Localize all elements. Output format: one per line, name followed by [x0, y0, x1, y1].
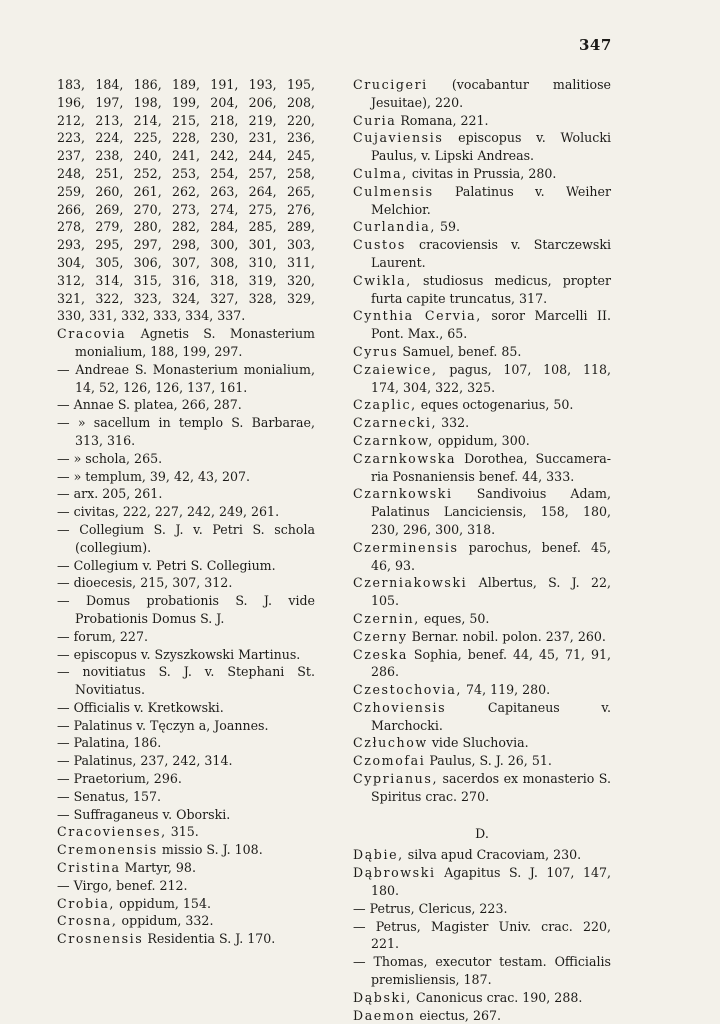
section-heading: D.	[475, 825, 489, 841]
index-entry	[353, 918, 611, 954]
entry-text: Paulus, S. J. 26, 51.	[429, 753, 552, 769]
entry-text: Dorothea, Succameraria Posnaniensis benef. 44, 333.	[371, 450, 611, 484]
number-line: 330, 331, 332, 333, 334, 337.	[57, 308, 246, 324]
index-entry	[57, 717, 315, 735]
entry-text: — Palatinus v. Tęczyn a, Joannes.	[57, 717, 269, 733]
entry-text: Sandivoius Adam, Palatinus Lanciciensis, 158, 180, 230, 296, 300, 318.	[371, 486, 611, 537]
entry-text: — Thomas, executor testam. Officialis premisliensis, 187.	[353, 954, 611, 988]
entry-headword: Czarnkow,	[353, 432, 434, 448]
entry-text: episcopus v. Wolucki Paulus, v. Lipski Andreas.	[371, 130, 611, 164]
entry-headword: Czarnkowska	[353, 450, 457, 466]
entry-text: — » schola, 265.	[57, 450, 163, 466]
number-line: 293, 295, 297, 298, 300, 301, 303,	[57, 237, 315, 253]
entry-text: (vocabantur malitiose Jesuitae), 220.	[371, 77, 611, 110]
entry-headword: Crosna,	[57, 913, 118, 929]
entry-text: — » templum, 39, 42, 43, 207.	[57, 468, 251, 484]
entry-text: — » sacellum in templo S. Barbarae, 313, 316.	[57, 415, 315, 448]
right-column	[353, 76, 611, 1024]
index-entry	[57, 468, 315, 486]
index-entry	[353, 752, 611, 770]
number-line: 237, 238, 240, 241, 242, 244, 245,	[57, 148, 315, 164]
index-entry	[57, 396, 315, 414]
index-entry	[57, 646, 315, 664]
entry-text: — arx. 205, 261.	[57, 486, 163, 502]
number-block	[57, 76, 315, 325]
index-entry	[353, 681, 611, 699]
number-line: 248, 251, 252, 253, 254, 257, 258,	[57, 165, 315, 181]
index-entry	[57, 877, 315, 895]
entry-text: Martyr, 98.	[124, 860, 196, 876]
entry-headword: Czhoviensis	[353, 699, 447, 715]
index-entry	[57, 325, 315, 361]
index-entry	[353, 864, 611, 900]
entry-text: silva apud Cracoviam, 230.	[407, 847, 582, 863]
entry-text: — Officialis v. Kretkowski.	[57, 699, 224, 715]
entry-headword: Czaplic,	[353, 397, 417, 413]
index-entry	[57, 503, 315, 521]
entry-headword: Czarnkowski	[353, 486, 453, 502]
index-entry	[57, 557, 315, 575]
entry-headword: Curlandia,	[353, 219, 437, 235]
index-entry	[353, 307, 611, 343]
entry-headword: Dąbski,	[353, 989, 412, 1005]
entry-text: — civitas, 222, 227, 242, 249, 261.	[57, 504, 280, 520]
number-line: 259, 260, 261, 262, 263, 264, 265,	[57, 183, 315, 199]
entry-headword: Cujaviensis	[353, 130, 444, 146]
index-entry	[57, 841, 315, 859]
entry-headword: Crucigeri	[353, 77, 428, 92]
entry-headword: Cremonensis	[57, 842, 158, 858]
entry-text: eques octogenarius, 50.	[420, 397, 574, 413]
entry-headword: Cwikla,	[353, 272, 412, 288]
entry-text: 59.	[440, 219, 461, 235]
index-entry	[57, 859, 315, 877]
index-entry	[353, 770, 611, 806]
entry-headword: Człuchow	[353, 735, 428, 751]
index-entry	[353, 699, 611, 735]
entry-text: — Palatina, 186.	[57, 735, 162, 751]
index-entry	[353, 846, 611, 864]
index-entry	[57, 930, 315, 948]
index-entry	[353, 76, 611, 112]
entry-text: — Senatus, 157.	[57, 788, 161, 804]
entry-text: Agnetis S. Monasterium monialium, 188, 199, 297.	[75, 326, 315, 359]
entry-headword: Curia	[353, 112, 397, 128]
entry-text: cracoviensis v. Starczewski Laurent.	[371, 237, 611, 270]
entry-text: Samuel, benef. 85.	[402, 343, 522, 359]
index-entry	[353, 165, 611, 183]
entry-text: — Petrus, Clericus, 223.	[353, 900, 508, 916]
entry-text: parochus, benef. 45, 46, 93.	[371, 539, 611, 573]
index-entry	[57, 699, 315, 717]
number-line: 223, 224, 225, 228, 230, 231, 236,	[57, 130, 315, 146]
entry-headword: Culma,	[353, 165, 408, 181]
entry-text: civitas in Prussia, 280.	[411, 165, 557, 181]
index-entry	[353, 539, 611, 575]
entry-text: — forum, 227.	[57, 628, 148, 644]
entry-text: — Andreae S. Monasterium monialium, 14, 52, 126, 126, 137, 161.	[57, 361, 315, 395]
index-entry	[353, 900, 611, 918]
index-entry	[353, 953, 611, 989]
entry-text: Romana, 221.	[400, 112, 489, 128]
index-entry	[57, 361, 315, 397]
entry-headword: Czaiewice,	[353, 361, 438, 377]
entry-text: 332.	[441, 415, 470, 431]
entry-text: — Collegium S. J. v. Petri S. schola (collegium).	[57, 521, 315, 555]
index-entry	[353, 112, 611, 130]
entry-headword: Czomofai	[353, 753, 426, 769]
index-entry	[57, 734, 315, 752]
number-line: 304, 305, 306, 307, 308, 310, 311,	[57, 254, 315, 270]
entry-text: Agapitus S. J. 107, 147, 180.	[371, 865, 611, 899]
number-line: 312, 314, 315, 316, 318, 319, 320,	[57, 272, 315, 288]
index-entry	[353, 485, 611, 538]
entry-headword: Dąbrowski	[353, 865, 436, 881]
index-entry	[353, 236, 611, 272]
entry-text: — Suffraganeus v. Oborski.	[57, 806, 231, 822]
entry-text: oppidum, 332.	[121, 913, 214, 929]
entry-text: — episcopus v. Szyszkowski Martinus.	[57, 646, 301, 662]
index-entry	[353, 610, 611, 628]
entry-text: oppidum, 154.	[119, 895, 211, 911]
number-line: 266, 269, 270, 273, 274, 275, 276,	[57, 201, 315, 217]
index-entry	[353, 450, 611, 486]
index-entry	[353, 646, 611, 682]
number-line: 212, 213, 214, 215, 218, 219, 220,	[57, 112, 315, 128]
entry-headword: Daemon	[353, 1007, 416, 1023]
entry-headword: Crosnensis	[57, 931, 144, 947]
entry-text: soror Marcelli II. Pont. Max., 65.	[371, 308, 611, 342]
entry-text: vide Sluchovia.	[431, 735, 529, 751]
number-line: 196, 197, 198, 199, 204, 206, 208,	[57, 94, 315, 110]
index-entry	[57, 521, 315, 557]
entry-text: — Palatinus, 237, 242, 314.	[57, 753, 233, 769]
entry-text: Sophia, benef. 44, 45, 71, 91, 286.	[371, 646, 611, 680]
right-entries	[353, 76, 611, 806]
index-entry	[353, 432, 611, 450]
index-entry	[57, 823, 315, 841]
index-entry	[353, 343, 611, 361]
index-entry	[57, 663, 315, 699]
entry-text: Capitaneus v. Marchocki.	[371, 699, 611, 733]
index-entry	[353, 218, 611, 236]
entry-text: 74, 119, 280.	[466, 682, 551, 698]
number-line: 183, 184, 186, 189, 191, 193, 195,	[57, 77, 315, 92]
entry-text: Bernar. nobil. polon. 237, 260.	[411, 628, 606, 644]
entry-headword: Cyprianus,	[353, 771, 439, 787]
entry-text: — novitiatus S. J. v. Stephani St. Novitiatus.	[57, 664, 315, 698]
entry-text: 315.	[170, 824, 199, 840]
index-entry	[57, 628, 315, 646]
entry-headword: Culmensis	[353, 183, 434, 199]
entry-text: studiosus medicus, propter furta capite truncatus, 317.	[371, 272, 611, 306]
entry-headword: Czeska	[353, 646, 408, 662]
left-column	[57, 76, 315, 948]
entry-text: eiectus, 267.	[419, 1007, 501, 1023]
index-entry	[57, 806, 315, 824]
index-entry	[57, 592, 315, 628]
entry-headword: Czerny	[353, 628, 408, 644]
index-entry	[353, 183, 611, 219]
index-entry	[353, 734, 611, 752]
index-entry	[353, 989, 611, 1007]
index-entry	[57, 770, 315, 788]
index-entry	[57, 895, 315, 913]
entry-headword: Czarnecki,	[353, 415, 438, 431]
entry-text: — Domus probationis S. J. vide Probationis Domus S. J.	[57, 593, 315, 626]
entry-text: — Annae S. platea, 266, 287.	[57, 397, 242, 413]
entry-headword: Crobia,	[57, 895, 116, 911]
index-entry	[353, 414, 611, 432]
entry-headword: Czerminensis	[353, 539, 459, 555]
entry-text: oppidum, 300.	[437, 432, 530, 448]
entry-text: — Petrus, Magister Univ. crac. 220, 221.	[353, 918, 611, 952]
entry-headword: Czernin,	[353, 610, 420, 626]
index-entry	[57, 450, 315, 468]
entry-text: — Virgo, benef. 212.	[57, 877, 188, 893]
entry-headword: Czerniakowski	[353, 575, 468, 591]
index-entry	[57, 414, 315, 450]
entry-text: sacerdos ex monasterio S. Spiritus crac. 270.	[371, 771, 611, 804]
index-entry	[57, 912, 315, 930]
entry-text: pagus, 107, 108, 118, 174, 304, 322, 325.	[371, 361, 611, 395]
index-entry	[353, 574, 611, 610]
index-entry	[57, 574, 315, 592]
index-entry	[353, 272, 611, 308]
entry-text: — Collegium v. Petri S. Collegium.	[57, 557, 276, 573]
entry-headword: Dąbie,	[353, 847, 404, 863]
entry-headword: Cracovia	[57, 326, 127, 342]
index-entry	[57, 485, 315, 503]
entry-headword: Cyrus	[353, 343, 399, 359]
index-entry	[353, 628, 611, 646]
entry-text: eques, 50.	[423, 610, 490, 626]
index-entry	[353, 1007, 611, 1024]
entry-headword: Cristina	[57, 860, 121, 876]
number-line: 278, 279, 280, 282, 284, 285, 289,	[57, 219, 315, 235]
index-entry	[353, 396, 611, 414]
index-entry	[57, 788, 315, 806]
entry-headword: Czestochovia,	[353, 682, 463, 698]
entry-headword: Cracovienses,	[57, 824, 167, 840]
entry-text: — Praetorium, 296.	[57, 771, 182, 787]
left-entries	[57, 325, 315, 948]
entry-text: — dioecesis, 215, 307, 312.	[57, 575, 233, 591]
entry-text: missio S. J. 108.	[161, 842, 263, 858]
d-entries	[353, 846, 611, 1024]
page-number: 347	[579, 36, 612, 54]
index-entry	[353, 361, 611, 397]
entry-text: Canonicus crac. 190, 288.	[416, 989, 583, 1005]
index-entry	[353, 129, 611, 165]
entry-headword: Custos	[353, 237, 406, 253]
index-entry	[57, 752, 315, 770]
entry-text: Palatinus v. Weiher Melchior.	[371, 183, 611, 217]
entry-headword: Cynthia Cervia,	[353, 308, 482, 324]
entry-text: Albertus, S. J. 22, 105.	[371, 575, 611, 609]
number-line: 321, 322, 323, 324, 327, 328, 329,	[57, 290, 315, 306]
entry-text: Residentia S. J. 170.	[147, 931, 276, 947]
